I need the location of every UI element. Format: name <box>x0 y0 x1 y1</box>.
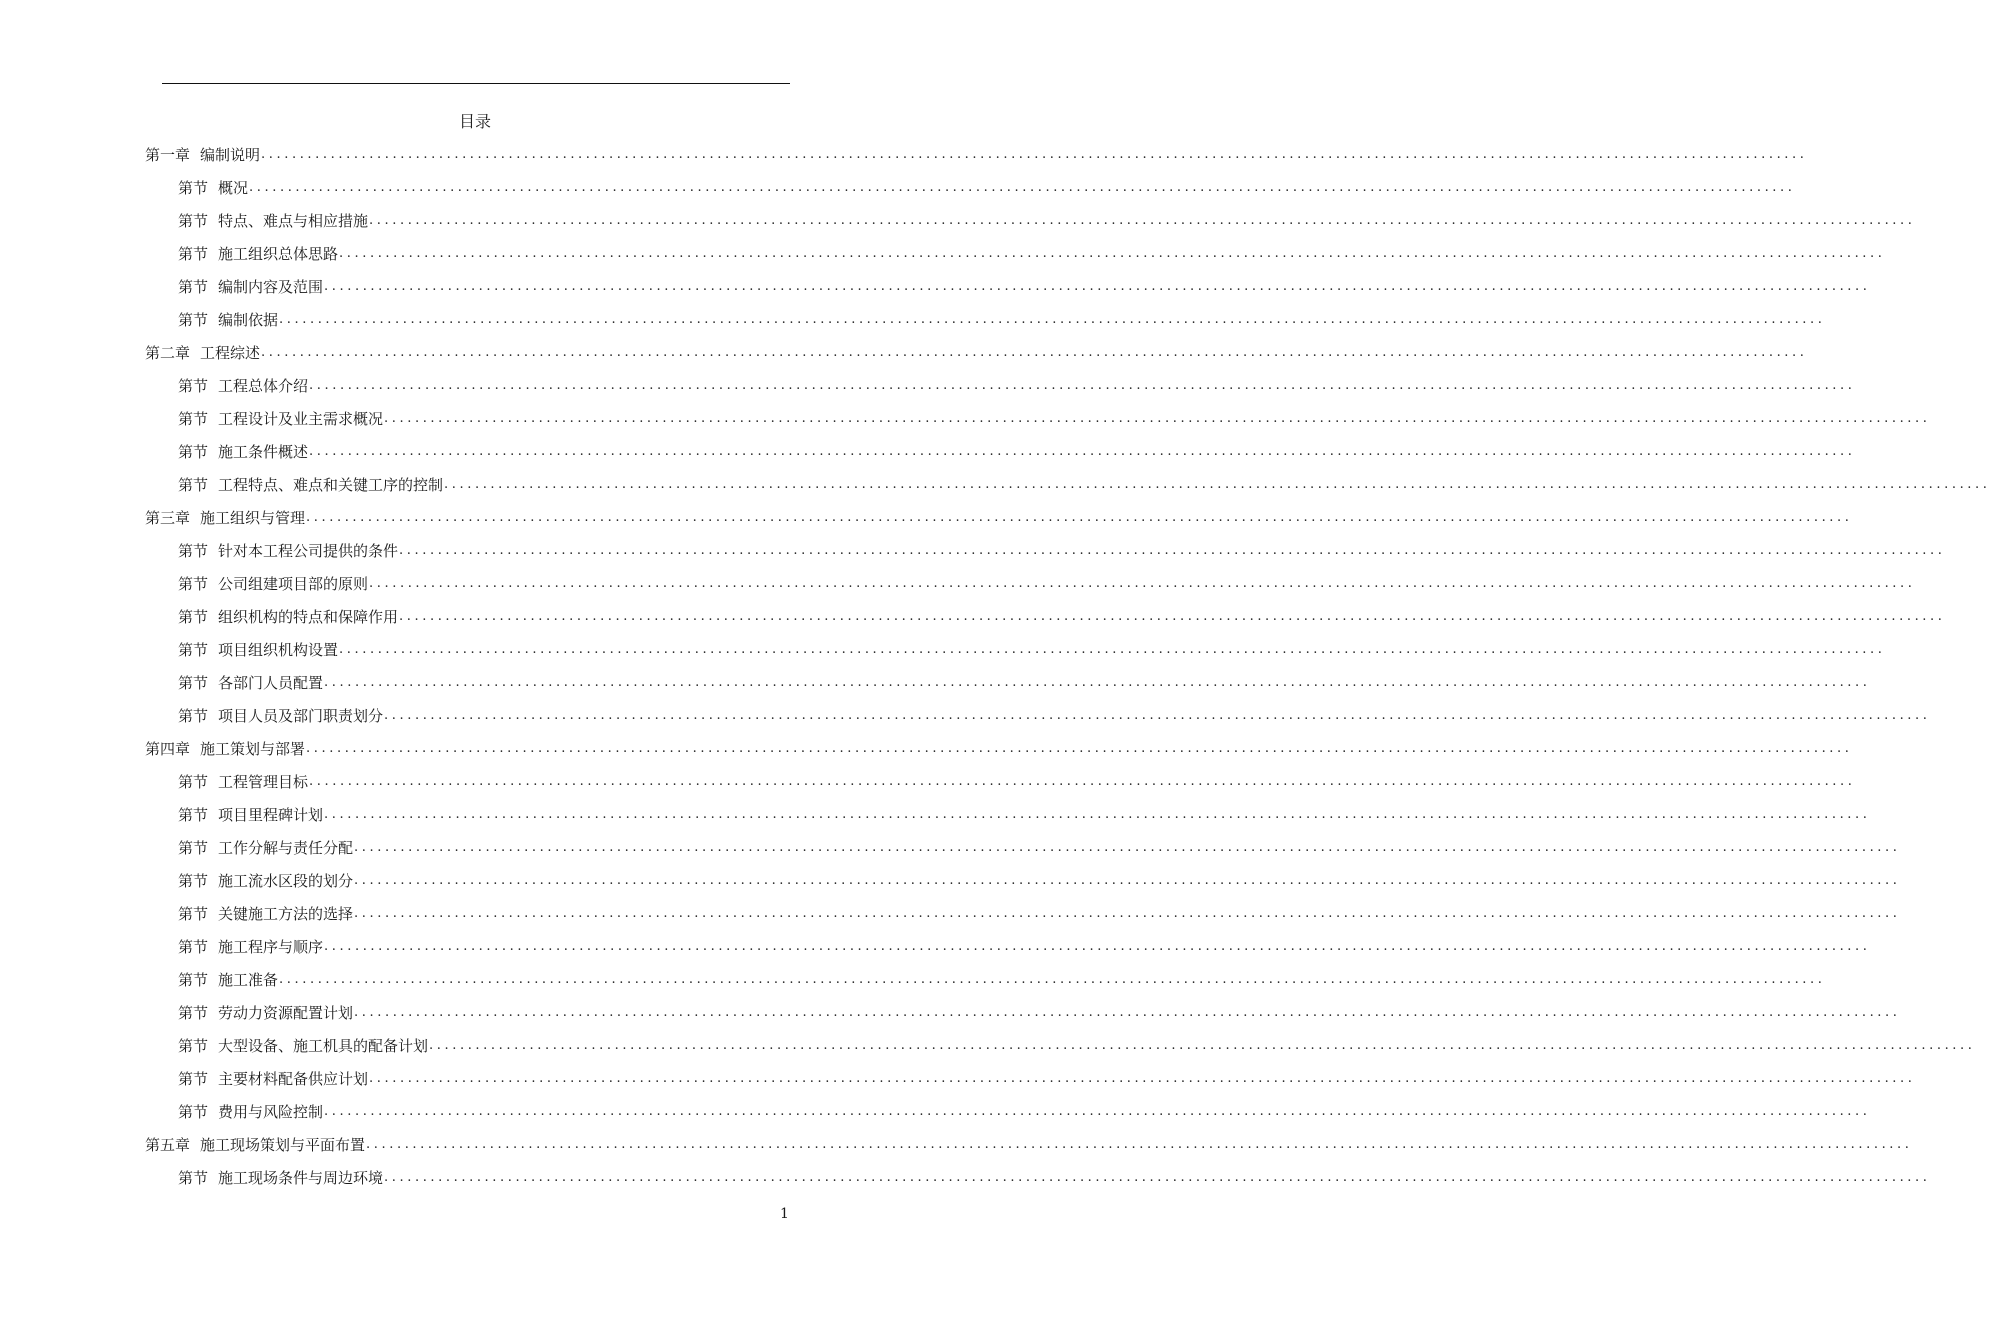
toc-chapter-entry[interactable] <box>145 732 1853 765</box>
toc-chapter-entry[interactable] <box>145 138 1808 171</box>
toc-entry-number: 第节 <box>178 212 209 230</box>
toc-section-entry[interactable] <box>145 1029 1976 1062</box>
toc-entry-title: 项目组织机构设置 <box>218 641 339 659</box>
toc-entry-number: 第节 <box>178 575 209 593</box>
toc-entry-title: 费用与风险控制 <box>218 1103 324 1121</box>
toc-entry-number: 第节 <box>178 443 209 461</box>
toc-dot-leader: ........................................................................................................................................................................................................ <box>354 839 1901 855</box>
toc-dot-leader: ........................................................................................................................................................................................................ <box>354 872 1901 888</box>
toc-dot-leader: ........................................................................................................................................................................................................ <box>279 971 1826 987</box>
toc-entry-number: 第节 <box>178 179 209 197</box>
toc-entry-number: 第五章 <box>145 1136 191 1154</box>
toc-dot-leader: ........................................................................................................................................................................................................ <box>324 278 1871 294</box>
toc-dot-leader: ........................................................................................................................................................................................................ <box>399 542 1946 558</box>
toc-entry-title: 针对本工程公司提供的条件 <box>218 542 399 560</box>
toc-entry-title: 施工程序与顺序 <box>218 938 324 956</box>
toc-entry-title: 工程管理目标 <box>218 773 309 791</box>
toc-entry-number: 第节 <box>178 608 209 626</box>
toc-entry-number: 第四章 <box>145 740 191 758</box>
toc-dot-leader: ........................................................................................................................................................................................................ <box>249 179 1796 195</box>
toc-entry-label <box>178 441 308 462</box>
toc-section-entry[interactable] <box>145 897 1901 930</box>
toc-entry-number: 第节 <box>178 476 209 494</box>
toc-dot-leader: ........................................................................................................................................................................................................ <box>324 938 1871 954</box>
toc-entry-label <box>178 1101 323 1122</box>
toc-section-entry[interactable] <box>145 600 1946 633</box>
toc-entry-label <box>178 771 308 792</box>
toc-dot-leader: ........................................................................................................................................................................................................ <box>354 905 1901 921</box>
toc-entry-title: 施工组织总体思路 <box>218 245 339 263</box>
toc-entry-number: 第节 <box>178 938 209 956</box>
toc-dot-leader: ........................................................................................................................................................................................................ <box>324 1103 1871 1119</box>
toc-entry-number: 第节 <box>178 245 209 263</box>
toc-entry-label <box>178 936 323 957</box>
toc-dot-leader: ........................................................................................................................................................................................................ <box>309 377 1856 393</box>
toc-chapter-entry[interactable] <box>145 501 1853 534</box>
toc-entry-label <box>145 507 305 528</box>
toc-entry-label <box>178 639 338 660</box>
toc-entry-number: 第节 <box>178 641 209 659</box>
toc-entry-label <box>178 474 443 495</box>
toc-dot-leader: ........................................................................................................................................................................................................ <box>324 806 1871 822</box>
toc-entry-number: 第节 <box>178 905 209 923</box>
toc-entry-title: 工作分解与责任分配 <box>218 839 354 857</box>
toc-entry-label <box>178 309 278 330</box>
toc-entry-label <box>178 969 278 990</box>
toc-entry-title: 关键施工方法的选择 <box>218 905 354 923</box>
toc-entry-title: 编制内容及范围 <box>218 278 324 296</box>
toc-entry-label <box>178 1002 353 1023</box>
toc-entry-label <box>178 1167 383 1188</box>
toc-entry-label <box>178 408 383 429</box>
toc-dot-leader: ........................................................................................................................................................................................................ <box>261 146 1808 162</box>
toc-entry-title: 施工现场条件与周边环境 <box>218 1169 384 1187</box>
toc-entry-label <box>178 606 398 627</box>
toc-entry-title: 施工条件概述 <box>218 443 309 461</box>
toc-section-entry[interactable] <box>145 930 1871 963</box>
toc-section-entry[interactable] <box>145 666 1871 699</box>
toc-section-entry[interactable] <box>145 798 1871 831</box>
toc-entry-label <box>178 903 353 924</box>
toc-entry-title: 各部门人员配置 <box>218 674 324 692</box>
toc-entry-label <box>178 837 353 858</box>
toc-entry-label <box>178 276 323 297</box>
toc-section-entry[interactable] <box>145 204 1916 237</box>
toc-section-entry[interactable] <box>145 468 1991 501</box>
toc-entry-label <box>145 342 260 363</box>
toc-dot-leader: ........................................................................................................................................................................................................ <box>261 344 1808 360</box>
toc-entry-title: 项目人员及部门职责划分 <box>218 707 384 725</box>
toc-entry-title: 劳动力资源配置计划 <box>218 1004 354 1022</box>
toc-entry-title: 施工准备 <box>218 971 279 989</box>
toc-section-entry[interactable] <box>145 270 1871 303</box>
toc-entry-label <box>178 210 368 231</box>
toc-dot-leader: ........................................................................................................................................................................................................ <box>339 245 1886 261</box>
page-number: 1 <box>780 1206 789 1222</box>
toc-entry-number: 第节 <box>178 1004 209 1022</box>
toc-entry-number: 第节 <box>178 872 209 890</box>
toc-section-entry[interactable] <box>145 831 1901 864</box>
toc-section-entry[interactable] <box>145 534 1946 567</box>
toc-section-entry[interactable] <box>145 1062 1916 1095</box>
toc-entry-title: 主要材料配备供应计划 <box>218 1070 369 1088</box>
toc-entry-title: 概况 <box>218 179 249 197</box>
toc-entry-number: 第节 <box>178 377 209 395</box>
toc-dot-leader: ........................................................................................................................................................................................................ <box>339 641 1886 657</box>
toc-dot-leader: ........................................................................................................................................................................................................ <box>354 1004 1901 1020</box>
header-rule <box>162 83 790 84</box>
toc-chapter-entry[interactable] <box>145 336 1808 369</box>
toc-entry-label <box>145 144 260 165</box>
toc-section-entry[interactable] <box>145 435 1856 468</box>
toc-entry-title: 工程设计及业主需求概况 <box>218 410 384 428</box>
toc-entry-number: 第节 <box>178 773 209 791</box>
toc-section-entry[interactable] <box>145 303 1826 336</box>
toc-entry-number: 第节 <box>178 1103 209 1121</box>
toc-section-entry[interactable] <box>145 633 1886 666</box>
toc-dot-leader: ........................................................................................................................................................................................................ <box>369 575 1916 591</box>
toc-dot-leader: ........................................................................................................................................................................................................ <box>399 608 1946 624</box>
toc-entry-number: 第一章 <box>145 146 191 164</box>
toc-entry-title: 编制说明 <box>200 146 261 164</box>
toc-dot-leader: ........................................................................................................................................................................................................ <box>369 1070 1916 1086</box>
toc-entry-title: 工程综述 <box>200 344 261 362</box>
toc-section-entry[interactable] <box>145 402 1931 435</box>
toc-entry-label <box>145 1134 365 1155</box>
toc-entry-label <box>178 243 338 264</box>
toc-entry-number: 第节 <box>178 707 209 725</box>
toc-dot-leader: ........................................................................................................................................................................................................ <box>306 740 1853 756</box>
toc-entry-label <box>178 1068 368 1089</box>
toc-entry-label <box>145 738 305 759</box>
toc-section-entry[interactable] <box>145 864 1901 897</box>
toc-entry-label <box>178 705 383 726</box>
toc-entry-title: 工程总体介绍 <box>218 377 309 395</box>
toc-entry-label <box>178 1035 428 1056</box>
toc-entry-label <box>178 870 353 891</box>
toc-entry-title: 施工组织与管理 <box>200 509 306 527</box>
toc-entry-label <box>178 177 248 198</box>
toc-entry-number: 第二章 <box>145 344 191 362</box>
toc-dot-leader: ........................................................................................................................................................................................................ <box>309 443 1856 459</box>
toc-dot-leader: ........................................................................................................................................................................................................ <box>384 410 1931 426</box>
toc-entry-title: 编制依据 <box>218 311 279 329</box>
toc-entry-title: 施工现场策划与平面布置 <box>200 1136 366 1154</box>
toc-dot-leader: ........................................................................................................................................................................................................ <box>309 773 1856 789</box>
toc-dot-leader: ........................................................................................................................................................................................................ <box>366 1136 1913 1152</box>
toc-section-entry[interactable] <box>145 699 1931 732</box>
toc-dot-leader: ........................................................................................................................................................................................................ <box>279 311 1826 327</box>
toc-entry-title: 组织机构的特点和保障作用 <box>218 608 399 626</box>
toc-entry-number: 第节 <box>178 806 209 824</box>
toc-entry-label <box>178 540 398 561</box>
toc-dot-leader: ........................................................................................................................................................................................................ <box>324 674 1871 690</box>
toc-title: 目录 <box>458 112 491 131</box>
toc-entry-number: 第节 <box>178 410 209 428</box>
toc-entry-number: 第节 <box>178 311 209 329</box>
toc-section-entry[interactable] <box>145 171 1796 204</box>
toc-entry-label <box>178 573 368 594</box>
toc-section-entry[interactable] <box>145 237 1886 270</box>
toc-entry-title: 项目里程碑计划 <box>218 806 324 824</box>
toc-section-entry[interactable] <box>145 996 1901 1029</box>
toc-entry-title: 大型设备、施工机具的配备计划 <box>218 1037 429 1055</box>
toc-section-entry[interactable] <box>145 963 1826 996</box>
toc-entry-number: 第节 <box>178 1037 209 1055</box>
toc-entry-title: 施工策划与部署 <box>200 740 306 758</box>
toc-entry-label <box>178 804 323 825</box>
toc-entry-number: 第节 <box>178 1070 209 1088</box>
toc-entry-number: 第三章 <box>145 509 191 527</box>
toc-entry-number: 第节 <box>178 1169 209 1187</box>
toc-entry-number: 第节 <box>178 839 209 857</box>
toc-dot-leader: ........................................................................................................................................................................................................ <box>369 212 1916 228</box>
toc-entry-title: 公司组建项目部的原则 <box>218 575 369 593</box>
toc-dot-leader: ........................................................................................................................................................................................................ <box>384 1169 1931 1185</box>
toc-entry-label <box>178 375 308 396</box>
toc-dot-leader: ........................................................................................................................................................................................................ <box>429 1037 1976 1053</box>
toc-entry-title: 特点、难点与相应措施 <box>218 212 369 230</box>
toc-entry-number: 第节 <box>178 542 209 560</box>
toc-section-entry[interactable] <box>145 1161 1931 1194</box>
toc-entry-title: 施工流水区段的划分 <box>218 872 354 890</box>
toc-entry-label <box>178 672 323 693</box>
toc-section-entry[interactable] <box>145 765 1856 798</box>
toc-entry-number: 第节 <box>178 971 209 989</box>
table-of-contents <box>145 138 1991 1194</box>
toc-entry-title: 工程特点、难点和关键工序的控制 <box>218 476 444 494</box>
toc-section-entry[interactable] <box>145 369 1856 402</box>
toc-dot-leader: ........................................................................................................................................................................................................ <box>444 476 1991 492</box>
toc-chapter-entry[interactable] <box>145 1128 1913 1161</box>
toc-entry-number: 第节 <box>178 674 209 692</box>
toc-dot-leader: ........................................................................................................................................................................................................ <box>384 707 1931 723</box>
toc-section-entry[interactable] <box>145 567 1916 600</box>
toc-dot-leader: ........................................................................................................................................................................................................ <box>306 509 1853 525</box>
toc-section-entry[interactable] <box>145 1095 1871 1128</box>
toc-entry-number: 第节 <box>178 278 209 296</box>
